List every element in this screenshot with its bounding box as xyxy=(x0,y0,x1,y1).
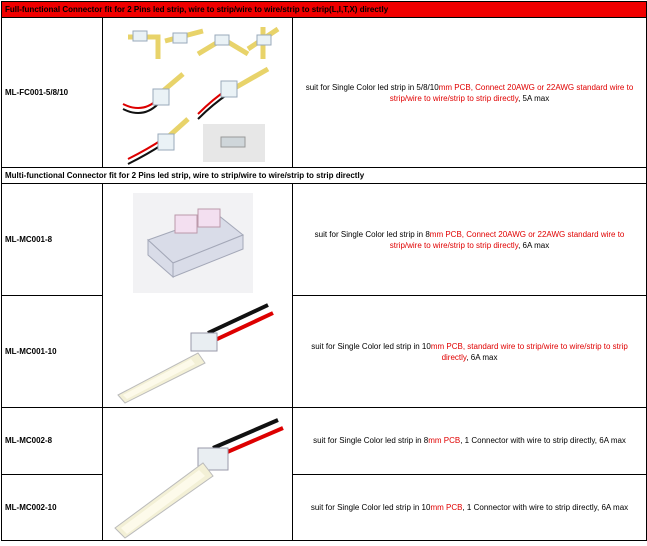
description: suit for Single Color led strip in 8mm PCB, 1 Connector with wire to strip directly, 6A max xyxy=(293,408,647,475)
description: suit for Single Color led strip in 5/8/10mm PCB, Connect 20AWG or 22AWG standard wire to strip/wire to wire/strip to strip directly, 5A max xyxy=(293,18,647,168)
section1-header: Full-functional Connector fit for 2 Pins led strip, wire to strip/wire to wire/strip to strip(L,I,T,X) directly xyxy=(2,2,647,18)
table-row xyxy=(2,18,647,168)
table-row xyxy=(2,408,647,475)
product-image-fc001 xyxy=(103,18,293,168)
model-code: ML-MC001-8 xyxy=(2,184,103,296)
model-code: ML-MC002-8 xyxy=(2,408,103,475)
model-code: ML-FC001-5/8/10 xyxy=(2,18,103,168)
model-code: ML-MC002-10 xyxy=(2,474,103,541)
table-row xyxy=(2,474,647,541)
product-image-mc001 xyxy=(103,184,293,408)
description: suit for Single Color led strip in 8mm PCB, Connect 20AWG or 22AWG standard wire to strip/wire to wire/strip to strip directly, 6A max xyxy=(293,184,647,296)
table-row xyxy=(2,184,647,296)
product-image-mc002 xyxy=(103,408,293,541)
model-code: ML-MC001-10 xyxy=(2,296,103,408)
description: suit for Single Color led strip in 10mm PCB, 1 Connector with wire to strip directly, 6A max xyxy=(293,474,647,541)
section2-header: Multi-functional Connector fit for 2 Pins led strip, wire to strip/wire to wire/strip to strip directly xyxy=(2,168,647,184)
table-row xyxy=(2,296,647,408)
description: suit for Single Color led strip in 10mm PCB, standard wire to strip/wire to wire/strip to strip directly, 6A max xyxy=(293,296,647,408)
product-table xyxy=(1,1,647,541)
